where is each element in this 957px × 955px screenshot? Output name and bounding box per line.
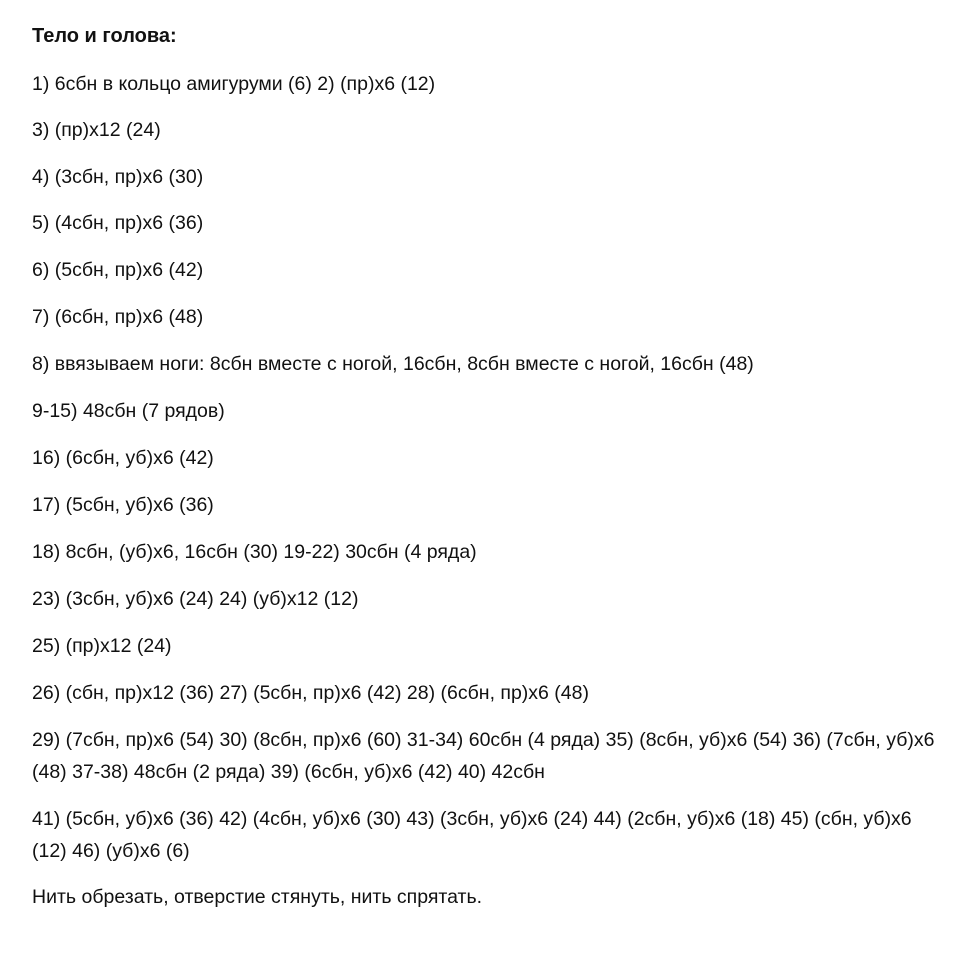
- section-title: Тело и голова:: [32, 25, 177, 47]
- pattern-line-9: 16) (6сбн, уб)х6 (42): [32, 447, 214, 469]
- finishing-instruction: Нить обрезать, отверстие стянуть, нить спрятать.: [32, 886, 483, 908]
- pattern-line-7: 8) ввязываем ноги: 8сбн вместе с ногой, 16сбн, 8сбн вместе с ногой, 16сбн (48): [32, 353, 754, 375]
- pattern-line-13: 25) (пр)х12 (24): [32, 635, 172, 657]
- pattern-line-16: 41) (5сбн, уб)х6 (36) 42) (4сбн, уб)х6 (30) 43) (3сбн, уб)х6 (24) 44) (2сбн, уб)х6 (18) 45) (сбн, уб)х6 (12) 46) (уб)х6 (6): [32, 808, 912, 862]
- pattern-line-15: 29) (7сбн, пр)х6 (54) 30) (8сбн, пр)х6 (60) 31-34) 60сбн (4 ряда) 35) (8сбн, уб)х6 (54) 36) (7сбн, уб)х6 (48) 37-38) 48сбн (2 ряда) 39) (6сбн, уб)х6 (42) 40) 42сбн: [32, 729, 935, 783]
- pattern-line-12: 23) (3сбн, уб)х6 (24) 24) (уб)х12 (12): [32, 588, 359, 610]
- pattern-line-6: 7) (6сбн, пр)х6 (48): [32, 306, 204, 328]
- pattern-line-10: 17) (5сбн, уб)х6 (36): [32, 494, 214, 516]
- pattern-line-5: 6) (5сбн, пр)х6 (42): [32, 259, 204, 281]
- pattern-line-1: 1) 6сбн в кольцо амигуруми (6) 2) (пр)х6 (12): [32, 73, 436, 95]
- pattern-line-4: 5) (4сбн, пр)х6 (36): [32, 212, 204, 234]
- pattern-line-3: 4) (3сбн, пр)х6 (30): [32, 166, 204, 188]
- pattern-line-8: 9-15) 48сбн (7 рядов): [32, 400, 225, 422]
- pattern-line-11: 18) 8сбн, (уб)х6, 16сбн (30) 19-22) 30сбн (4 ряда): [32, 541, 477, 563]
- pattern-line-14: 26) (сбн, пр)х12 (36) 27) (5сбн, пр)х6 (42) 28) (6сбн, пр)х6 (48): [32, 682, 589, 704]
- pattern-line-2: 3) (пр)х12 (24): [32, 119, 161, 141]
